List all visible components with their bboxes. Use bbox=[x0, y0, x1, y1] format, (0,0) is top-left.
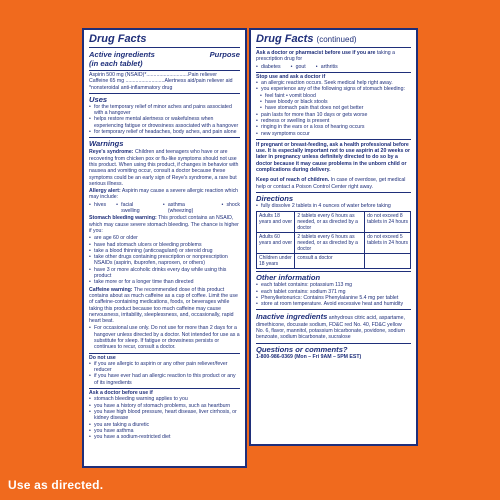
pharmacist-items: • diabetes • gout • arthritis bbox=[256, 64, 411, 70]
use-item: • helps restore mental alertness or wakefulness when experiencing fatigue or drowsiness associated with a hangover bbox=[89, 116, 240, 129]
active-ingredients-header bbox=[89, 50, 240, 59]
active-ingredients-label: Active ingredients bbox=[89, 50, 155, 59]
ingredients-list bbox=[89, 70, 240, 91]
uses-section bbox=[89, 93, 240, 135]
warnings-title: Warnings bbox=[89, 139, 124, 149]
stop-use-title: Stop use and ask a doctor if bbox=[256, 73, 326, 80]
ask-doctor-title: Ask a doctor before use if bbox=[89, 390, 153, 397]
ask-pharmacist-text: Ask a doctor or pharmacist before use if you are taking a prescription drug for bbox=[256, 50, 395, 63]
use-as-directed-text: Use as directed. bbox=[8, 478, 104, 492]
occasional-use-note: • For occasional use only. Do not use for more than 2 days for a hangover unless directed by a doctor. Not intended for use as a substitute for sleep. If fatigue or drowsiness persists or continues to recur, consult a doctor. bbox=[89, 325, 240, 350]
allergy-alert: Allergy alert: Aspirin may cause a severe allergic reaction which may include: bbox=[89, 188, 239, 201]
questions-phone: 1-800-986-0369 (Mon – Fri 9AM – 5PM EST) bbox=[256, 353, 362, 360]
questions-title: Questions or comments? bbox=[256, 344, 348, 354]
use-item: • for the temporary relief of minor aches and pains associated with a hangover bbox=[89, 104, 240, 117]
allergy-items: • hives • facial swelling • asthma (wheezing) • shock bbox=[89, 202, 240, 215]
directions-section: Directions • fully dissolve 2 tablets in 4 ounces of water before taking Adults 18 years and over 2 tablets every 6 hours as needed, or as directed by a doctor do not exceed 8 tablets in 24 hours Adults 60 years and over 2 tablets every 6 hours as needed, or as directed by a doctor do not exceed 5 tablets in 24 hours Children under 18 years consult a doctor bbox=[256, 192, 411, 269]
nsaid-note: *nonsteroidal anti-inflammatory drug bbox=[89, 84, 173, 91]
uses-title: Uses bbox=[89, 94, 108, 104]
other-information-title: Other information bbox=[256, 273, 321, 283]
other-information-section: Other information • each tablet contains: potassium 113 mg • each tablet contains: sodium 371 mg • Phenylketonurics: Contains Phenylalanine 5.4 mg per tablet • store at room temperature. Avoid excessive heat and humidity bbox=[256, 271, 411, 307]
reyes-warning: Reye's syndrome: Children and teenagers who have or are recovering from chicken pox or flu-like symptoms should not use this product. When using this product, if changes in behavior with nausea and vomiting occur, consult a doctor because these symptoms could be an early sign of Reye's syndrome, a rare but serious illness. bbox=[89, 149, 239, 187]
inactive-ingredients-section: Inactive ingredients anhydrous citric acid, aspartame, dimethicone, docusate sodium, FD&C red No. 40, FD&C yellow No. 6, flavor, mannitol, potassium bicarbonate, povidone, sodium benzoate, sodium bicarbonate, sucralose bbox=[256, 309, 411, 340]
table-row: Children under 18 years consult a doctor bbox=[257, 254, 411, 269]
purpose-label: Purpose bbox=[209, 50, 240, 59]
ingredient-aspirin: Aspirin 500 mg (NSAID)*.............................Pain reliever bbox=[89, 72, 217, 78]
directions-title: Directions bbox=[256, 193, 294, 203]
table-row: Adults 18 years and over 2 tablets every 6 hours as needed, or as directed by a doctor do not exceed 8 tablets in 24 hours bbox=[257, 212, 411, 233]
warnings-section bbox=[89, 137, 240, 350]
use-item: • for temporary relief of headaches, body aches, and pain alone bbox=[89, 129, 240, 135]
drug-facts-continued-title: Drug Facts (continued) bbox=[256, 33, 411, 48]
drug-facts-panel-left bbox=[82, 28, 247, 468]
directions-table bbox=[256, 211, 411, 269]
in-each-tablet-label: (in each tablet) bbox=[89, 59, 143, 68]
ask-doctor-section: Ask a doctor before use if • stomach bleeding warning applies to you • you have a history of stomach problems, such as heartburn • you have high blood pressure, heart disease, liver cirrhosis, or kidney disease • you are taking a diuretic • you have asthma • you have a sodium-restricted diet bbox=[89, 388, 240, 440]
questions-section bbox=[256, 343, 411, 360]
do-not-use-title: Do not use bbox=[89, 354, 116, 361]
drug-facts-title: Drug Facts bbox=[89, 33, 240, 48]
stop-use-section: Stop use and ask a doctor if • an allergic reaction occurs. Seek medical help right away. • you experience any of the following signs of stomach bleeding: • feel faint • vomit blood • have bloody or black stools • have stomach pain that does not get better • pain lasts for more than 10 days or gets worse • redness or swelling is present • ringing in the ears or a loss of hearing occurs • new symptoms occur bbox=[256, 72, 411, 137]
ingredient-caffeine: Caffeine 65 mg ...........................Alertness aid/pain reliever aid bbox=[89, 78, 233, 85]
table-row: Adults 60 years and over 2 tablets every 6 hours as needed, or as directed by a doctor do not exceed 5 tablets in 24 hours bbox=[257, 233, 411, 254]
do-not-use-section: Do not use • if you are allergic to aspirin or any other pain reliever/fever reducer • if you have ever had an allergic reaction to this product or any of its ingredients bbox=[89, 353, 240, 386]
stomach-warning: Stomach bleeding warning: This product contains an NSAID, which may cause severe stomach bleeding. The chance is higher if you: bbox=[89, 215, 239, 234]
drug-facts-panel-right bbox=[249, 28, 418, 446]
pregnancy-section: If pregnant or breast-feeding, ask a health professional before use. It is especially important not to use aspirin at 20 weeks or later in pregnancy unless definitely directed to do so by a doctor because it may cause problems in the unborn child or complications during delivery. Keep out of reach of children. In case of overdose, get medical help or contact a Poison Control Center right away. bbox=[256, 139, 411, 190]
stomach-items: • are age 60 or older • have had stomach ulcers or bleeding problems • take a blood thinning (anticoagulant) or steroid drug • take other drugs containing prescription or nonprescription NSAIDs (aspirin, ibuprofen, naproxen, or others) • have 3 or more alcoholic drinks every day while using this product • take more or for a longer time than directed bbox=[89, 235, 240, 285]
caffeine-warning: Caffeine warning: The recommended dose of this product contains about as much caffeine as a cup of coffee. Limit the use of caffeine-containing medications, foods, or beverages while taking this product because too much caffeine may cause nervousness, irritability, sleeplessness, and, occasionally, rapid heart beat. bbox=[89, 286, 238, 325]
